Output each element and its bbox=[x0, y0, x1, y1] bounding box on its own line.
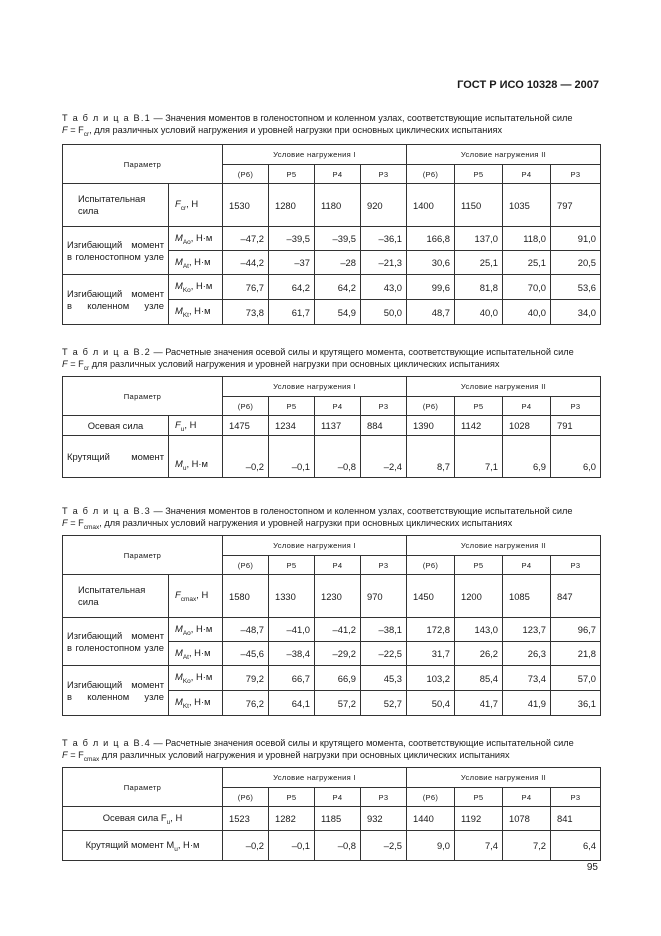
table-cell: –0,2 bbox=[223, 831, 269, 861]
table-cell: 1078 bbox=[503, 807, 551, 831]
table-b3 bbox=[62, 535, 601, 716]
table-cell: 1192 bbox=[455, 807, 503, 831]
torque-symbol: $M_u$, Н·м bbox=[169, 436, 223, 478]
table-cell: 1185 bbox=[315, 807, 361, 831]
table-cell: 847 bbox=[551, 575, 601, 618]
table-b2-f-symbol: F bbox=[62, 359, 68, 369]
table-b4-caption bbox=[62, 737, 600, 766]
table-cell: 57,2 bbox=[315, 691, 361, 716]
table-cell: 1475 bbox=[223, 416, 269, 436]
level-header: P4 bbox=[503, 397, 551, 416]
axial-force-label: Осевая сила $F_u$, Н bbox=[63, 807, 223, 831]
table-cell: –37 bbox=[269, 251, 315, 275]
table-b1-title: — Значения моментов в голеностопном и коленном узлах, соответствующие испытательной силе bbox=[150, 113, 573, 123]
table-cell: 920 bbox=[361, 184, 407, 227]
table-b3-title2: = F bbox=[70, 518, 84, 528]
table-cell: 54,9 bbox=[315, 300, 361, 325]
condition-2-header: Условие нагружения II bbox=[407, 145, 601, 165]
table-b4-title-sub: cmax bbox=[83, 755, 100, 763]
level-header: P4 bbox=[503, 165, 551, 184]
level-header: P4 bbox=[315, 788, 361, 807]
condition-1-header: Условие нагружения I bbox=[223, 145, 407, 165]
table-cell: 103,2 bbox=[407, 666, 455, 691]
table-cell: 26,3 bbox=[503, 642, 551, 666]
table-cell: 76,7 bbox=[223, 275, 269, 300]
table-cell: 34,0 bbox=[551, 300, 601, 325]
level-header: P3 bbox=[551, 556, 601, 575]
table-cell: 64,2 bbox=[315, 275, 361, 300]
param-header: Параметр bbox=[63, 377, 223, 416]
table-cell: 66,9 bbox=[315, 666, 361, 691]
param-header: Параметр bbox=[63, 536, 223, 575]
table-cell: 932 bbox=[361, 807, 407, 831]
knee-moment-label: Изгибающий момент в коленном узле bbox=[63, 666, 169, 716]
table-cell: 166,8 bbox=[407, 227, 455, 251]
table-b4-f-symbol: F bbox=[62, 750, 68, 760]
force-symbol: $F_{cr}$, Н bbox=[169, 184, 223, 227]
table-cell: 9,0 bbox=[407, 831, 455, 861]
table-cell: 40,0 bbox=[503, 300, 551, 325]
table-cell: 143,0 bbox=[455, 618, 503, 642]
table-cell: 970 bbox=[361, 575, 407, 618]
level-header: P3 bbox=[361, 556, 407, 575]
table-cell: 884 bbox=[361, 416, 407, 436]
knee-moment-label: Изгибающий момент в коленном узле bbox=[63, 275, 169, 325]
force-symbol: $F_{cmax}$, Н bbox=[169, 575, 223, 618]
level-header: P5 bbox=[269, 397, 315, 416]
table-cell: 99,6 bbox=[407, 275, 455, 300]
level-header: P3 bbox=[551, 165, 601, 184]
table-cell: –0,8 bbox=[315, 436, 361, 478]
force-label bbox=[63, 575, 169, 618]
table-b2-title2: = F bbox=[70, 359, 84, 369]
level-header: P5 bbox=[269, 165, 315, 184]
level-header: (P6) bbox=[407, 556, 455, 575]
condition-2-header: Условие нагружения II bbox=[407, 768, 601, 788]
table-b2 bbox=[62, 376, 601, 478]
table-cell: 1150 bbox=[455, 184, 503, 227]
table-b1 bbox=[62, 144, 601, 325]
table-cell: 1440 bbox=[407, 807, 455, 831]
table-b4-title2: = F bbox=[70, 750, 84, 760]
ankle-moment-label: Изгибающий момент в голеностопном узле bbox=[63, 618, 169, 666]
level-header: P4 bbox=[315, 556, 361, 575]
table-cell: 1400 bbox=[407, 184, 455, 227]
table-cell: –38,4 bbox=[269, 642, 315, 666]
level-header: P5 bbox=[269, 556, 315, 575]
table-cell: 91,0 bbox=[551, 227, 601, 251]
table-cell: 1142 bbox=[455, 416, 503, 436]
level-header: (P6) bbox=[223, 556, 269, 575]
table-cell: 1530 bbox=[223, 184, 269, 227]
level-header: P4 bbox=[503, 556, 551, 575]
table-cell: 25,1 bbox=[503, 251, 551, 275]
mkt-symbol: $M_{Kt}$, Н·м bbox=[169, 300, 223, 325]
table-cell: –48,7 bbox=[223, 618, 269, 642]
table-cell: 797 bbox=[551, 184, 601, 227]
table-cell: 8,7 bbox=[407, 436, 455, 478]
table-cell: 172,8 bbox=[407, 618, 455, 642]
level-header: P4 bbox=[503, 788, 551, 807]
table-cell: 1450 bbox=[407, 575, 455, 618]
level-header: P3 bbox=[551, 788, 601, 807]
mao-symbol: $M_{Ao}$, Н·м bbox=[169, 618, 223, 642]
table-cell: –0,2 bbox=[223, 436, 269, 478]
table-cell: –47,2 bbox=[223, 227, 269, 251]
level-header: P5 bbox=[455, 556, 503, 575]
table-b2-title: — Расчетные значения осевой силы и крутящего момента, соответствующие испытательной силе bbox=[150, 347, 574, 357]
table-b1-prefix: Т а б л и ц а В.1 bbox=[62, 113, 151, 123]
table-cell: 1085 bbox=[503, 575, 551, 618]
standard-header: ГОСТ Р ИСО 10328 — 2007 bbox=[457, 79, 599, 91]
table-cell: –2,5 bbox=[361, 831, 407, 861]
table-cell: 96,7 bbox=[551, 618, 601, 642]
table-cell: 70,0 bbox=[503, 275, 551, 300]
table-cell: 137,0 bbox=[455, 227, 503, 251]
table-cell: –29,2 bbox=[315, 642, 361, 666]
table-cell: 41,7 bbox=[455, 691, 503, 716]
table-cell: 1523 bbox=[223, 807, 269, 831]
table-b2-prefix: Т а б л и ц а В.2 bbox=[62, 347, 151, 357]
torque-label: Крутящий момент $M_u$, Н·м bbox=[63, 831, 223, 861]
table-cell: 21,8 bbox=[551, 642, 601, 666]
level-header: P5 bbox=[455, 788, 503, 807]
table-b1-title2: = F bbox=[70, 125, 84, 135]
torque-label: Крутящий момент bbox=[63, 436, 169, 478]
force-label-text: Испытательная сила bbox=[78, 193, 146, 216]
table-cell: –45,6 bbox=[223, 642, 269, 666]
table-b3-f-symbol: F bbox=[62, 518, 68, 528]
table-cell: 1390 bbox=[407, 416, 455, 436]
table-cell: 48,7 bbox=[407, 300, 455, 325]
level-header: P3 bbox=[551, 397, 601, 416]
table-cell: –44,2 bbox=[223, 251, 269, 275]
table-cell: 50,4 bbox=[407, 691, 455, 716]
mko-symbol: $M_{Ko}$, Н·м bbox=[169, 275, 223, 300]
table-b3-caption bbox=[62, 505, 600, 534]
table-cell: 1230 bbox=[315, 575, 361, 618]
table-cell: 20,5 bbox=[551, 251, 601, 275]
table-b2-caption bbox=[62, 346, 600, 375]
table-b3-title3: , для различных условий нагружения и уровней нагрузки при основных циклических испытаниях bbox=[99, 518, 513, 528]
table-cell: 7,2 bbox=[503, 831, 551, 861]
table-cell: 53,6 bbox=[551, 275, 601, 300]
condition-2-header: Условие нагружения II bbox=[407, 536, 601, 556]
table-b3-title: — Значения моментов в голеностопном и коленном узлах, соответствующие испытательной силе bbox=[150, 506, 573, 516]
table-b4-title: — Расчетные значения осевой силы и крутящего момента, соответствующие испытательной силе bbox=[150, 738, 574, 748]
table-cell: –22,5 bbox=[361, 642, 407, 666]
table-b4-prefix: Т а б л и ц а В.4 bbox=[62, 738, 151, 748]
table-cell: 1280 bbox=[269, 184, 315, 227]
table-cell: 6,4 bbox=[551, 831, 601, 861]
table-b4-title3: для различных условий нагружения и уровней нагрузки при основных циклических испытаниях bbox=[99, 750, 510, 760]
table-cell: 1028 bbox=[503, 416, 551, 436]
table-b3-title-sub: cmax bbox=[83, 523, 100, 531]
table-cell: 1580 bbox=[223, 575, 269, 618]
table-cell: 26,2 bbox=[455, 642, 503, 666]
axial-force-symbol: $F_u$, Н bbox=[169, 416, 223, 436]
table-b3-prefix: Т а б л и ц а В.3 bbox=[62, 506, 151, 516]
table-cell: 25,1 bbox=[455, 251, 503, 275]
table-cell: 30,6 bbox=[407, 251, 455, 275]
table-cell: 1035 bbox=[503, 184, 551, 227]
table-b1-caption bbox=[62, 112, 600, 141]
level-header: (P6) bbox=[223, 788, 269, 807]
level-header: P5 bbox=[455, 165, 503, 184]
axial-force-label: Осевая сила bbox=[63, 416, 169, 436]
table-cell: –41,2 bbox=[315, 618, 361, 642]
table-cell: 1137 bbox=[315, 416, 361, 436]
table-cell: 1330 bbox=[269, 575, 315, 618]
mkt-symbol: $M_{Kt}$, Н·м bbox=[169, 691, 223, 716]
force-label bbox=[63, 184, 169, 227]
table-cell: –0,8 bbox=[315, 831, 361, 861]
table-cell: 123,7 bbox=[503, 618, 551, 642]
level-header: (P6) bbox=[407, 788, 455, 807]
level-header: P3 bbox=[361, 165, 407, 184]
mat-symbol: $M_{At}$, Н·м bbox=[169, 251, 223, 275]
force-label-text: Испытательная сила bbox=[78, 584, 146, 607]
table-cell: 1234 bbox=[269, 416, 315, 436]
condition-1-header: Условие нагружения I bbox=[223, 768, 407, 788]
table-cell: –41,0 bbox=[269, 618, 315, 642]
table-cell: –39,5 bbox=[269, 227, 315, 251]
level-header: (P6) bbox=[223, 397, 269, 416]
table-cell: –0,1 bbox=[269, 436, 315, 478]
table-cell: 36,1 bbox=[551, 691, 601, 716]
level-header: (P6) bbox=[407, 397, 455, 416]
table-b1-f-symbol: F bbox=[62, 125, 68, 135]
condition-1-header: Условие нагружения I bbox=[223, 377, 407, 397]
table-cell: 64,2 bbox=[269, 275, 315, 300]
level-header: (P6) bbox=[223, 165, 269, 184]
table-cell: 1282 bbox=[269, 807, 315, 831]
table-cell: 61,7 bbox=[269, 300, 315, 325]
table-cell: –38,1 bbox=[361, 618, 407, 642]
table-cell: 66,7 bbox=[269, 666, 315, 691]
mao-symbol: $M_{Ao}$, Н·м bbox=[169, 227, 223, 251]
table-cell: –28 bbox=[315, 251, 361, 275]
table-cell: 64,1 bbox=[269, 691, 315, 716]
table-cell: 79,2 bbox=[223, 666, 269, 691]
mko-symbol: $M_{Ko}$, Н·м bbox=[169, 666, 223, 691]
table-cell: 57,0 bbox=[551, 666, 601, 691]
table-cell: –39,5 bbox=[315, 227, 361, 251]
table-cell: 6,0 bbox=[551, 436, 601, 478]
condition-2-header: Условие нагружения II bbox=[407, 377, 601, 397]
table-cell: 41,9 bbox=[503, 691, 551, 716]
level-header: P4 bbox=[315, 165, 361, 184]
table-cell: 85,4 bbox=[455, 666, 503, 691]
table-b2-title3: для различных условий нагружения и уровней нагрузки при основных циклических испытаниях bbox=[89, 359, 500, 369]
mat-symbol: $M_{At}$, Н·м bbox=[169, 642, 223, 666]
table-cell: 1180 bbox=[315, 184, 361, 227]
table-cell: 43,0 bbox=[361, 275, 407, 300]
level-header: (P6) bbox=[407, 165, 455, 184]
table-cell: 7,1 bbox=[455, 436, 503, 478]
table-b1-title-sub: cr bbox=[83, 130, 90, 138]
level-header: P5 bbox=[269, 788, 315, 807]
table-cell: 52,7 bbox=[361, 691, 407, 716]
table-cell: –21,3 bbox=[361, 251, 407, 275]
level-header: P4 bbox=[315, 397, 361, 416]
table-cell: 841 bbox=[551, 807, 601, 831]
table-cell: –0,1 bbox=[269, 831, 315, 861]
table-cell: 1200 bbox=[455, 575, 503, 618]
table-cell: –2,4 bbox=[361, 436, 407, 478]
level-header: P5 bbox=[455, 397, 503, 416]
table-cell: 7,4 bbox=[455, 831, 503, 861]
page-number: 95 bbox=[586, 862, 598, 873]
table-cell: 81,8 bbox=[455, 275, 503, 300]
table-cell: 73,8 bbox=[223, 300, 269, 325]
table-cell: 40,0 bbox=[455, 300, 503, 325]
table-cell: 6,9 bbox=[503, 436, 551, 478]
param-header: Параметр bbox=[63, 145, 223, 184]
level-header: P3 bbox=[361, 397, 407, 416]
table-cell: 31,7 bbox=[407, 642, 455, 666]
table-cell: 76,2 bbox=[223, 691, 269, 716]
table-cell: 118,0 bbox=[503, 227, 551, 251]
level-header: P3 bbox=[361, 788, 407, 807]
table-b1-title3: , для различных условий нагружения и уровней нагрузки при основных циклических испытаниях bbox=[89, 125, 503, 135]
table-b2-title-sub: cr bbox=[83, 364, 90, 372]
condition-1-header: Условие нагружения I bbox=[223, 536, 407, 556]
param-header: Параметр bbox=[63, 768, 223, 807]
ankle-moment-label: Изгибающий момент в голеностопном узле bbox=[63, 227, 169, 275]
table-cell: –36,1 bbox=[361, 227, 407, 251]
table-cell: 45,3 bbox=[361, 666, 407, 691]
table-b4 bbox=[62, 767, 601, 861]
table-cell: 791 bbox=[551, 416, 601, 436]
table-cell: 50,0 bbox=[361, 300, 407, 325]
table-cell: 73,4 bbox=[503, 666, 551, 691]
